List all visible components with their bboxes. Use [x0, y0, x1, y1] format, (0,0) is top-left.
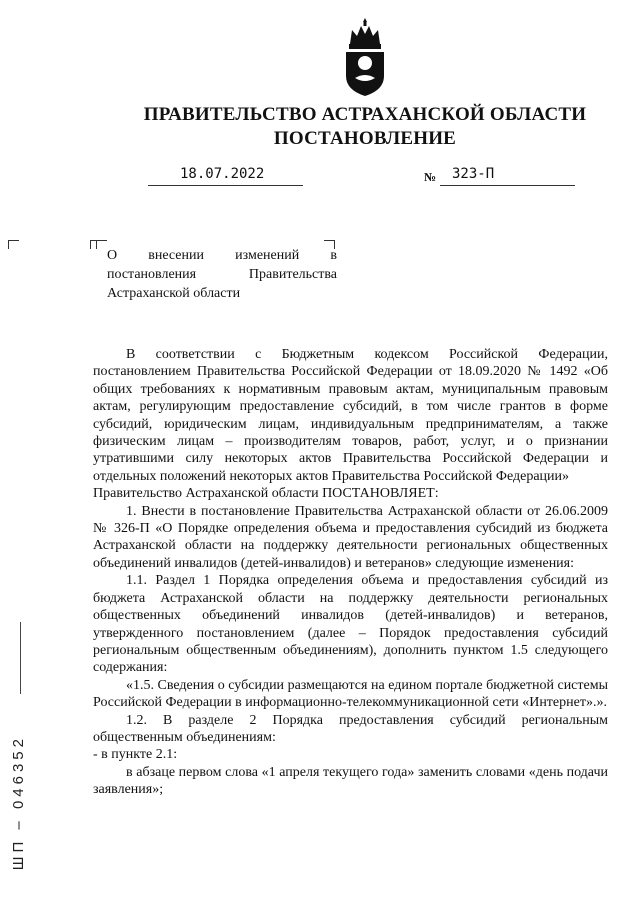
number-underline	[440, 185, 575, 186]
document-date: 18.07.2022	[180, 166, 265, 182]
preamble-paragraph: В соответствии с Бюджетным кодексом Российской Федерации, постановлением Правительства Российской Федерации от 18.09.2020 № 1492 «Об общих требованиях к нормативным правовым актам, муниципальным правовым актам, регулирующим предоставление субсидий, в том числе грантов в форме субсидий, юридическим лицам, индивидуальным предпринимателям, а также физическим лицам – производителям товаров, работ, услуг, и о признании утратившими силу некоторых актов Правительства Российской Федерации и отдельных положений некоторых актов Правительства Российской Федерации»	[93, 347, 608, 484]
paragraph-1-5-quote: «1.5. Сведения о субсидии размещаются на едином портале бюджетной системы Российской Федерации в информационно-телекоммуникационной сети «Интернет».».	[93, 677, 608, 711]
side-margin-line	[20, 622, 21, 694]
paragraph-1-2: 1.2. В разделе 2 Порядка предоставления субсидий региональным общественным объединениям:	[93, 712, 608, 745]
margin-corner-mark	[8, 240, 19, 249]
resolves-line: Правительство Астраханской области ПОСТАНОВЛЯЕТ:	[93, 486, 439, 502]
subject-corner-left-inner	[96, 240, 107, 249]
coat-of-arms-emblem	[340, 18, 390, 96]
side-serial-number: ШП – 046352	[10, 735, 27, 871]
document-number: 323-П	[452, 166, 495, 182]
paragraph-abzac: в абзаце первом слова «1 апреля текущего года» заменить словами «день подачи заявления»;	[93, 764, 608, 798]
document-body	[93, 346, 608, 799]
paragraph-1-1: 1.1. Раздел 1 Порядка определения объема и предоставления субсидий из бюджета Астраханской области на поддержку деятельности региональных общественных объединений инвалидов (детей-инвалидов) и ветеранов, утвержденного постановлением (далее – Порядок предоставления субсидий региональным общественным объединениям), дополнить пунктом 1.5 следующего содержания:	[93, 573, 608, 676]
paragraph-1: 1. Внести в постановление Правительства Астраханской области от 26.06.2009 № 326-П «О Порядке определения объема и предоставления субсидий из бюджета Астраханской области на поддержку деятельности региональных общественных объединений инвалидов (детей-инвалидов) и ветеранов» следующие изменения:	[93, 503, 608, 571]
paragraph-2-1: - в пункте 2.1:	[93, 747, 178, 763]
document-subject: О внесении изменений в постановления Правительства Астраханской области	[107, 248, 337, 301]
document-type: ПОСТАНОВЛЕНИЕ	[273, 128, 457, 149]
government-name: ПРАВИТЕЛЬСТВО АСТРАХАНСКОЙ ОБЛАСТИ	[143, 104, 587, 125]
number-sign: №	[424, 170, 437, 184]
date-underline	[148, 185, 303, 186]
